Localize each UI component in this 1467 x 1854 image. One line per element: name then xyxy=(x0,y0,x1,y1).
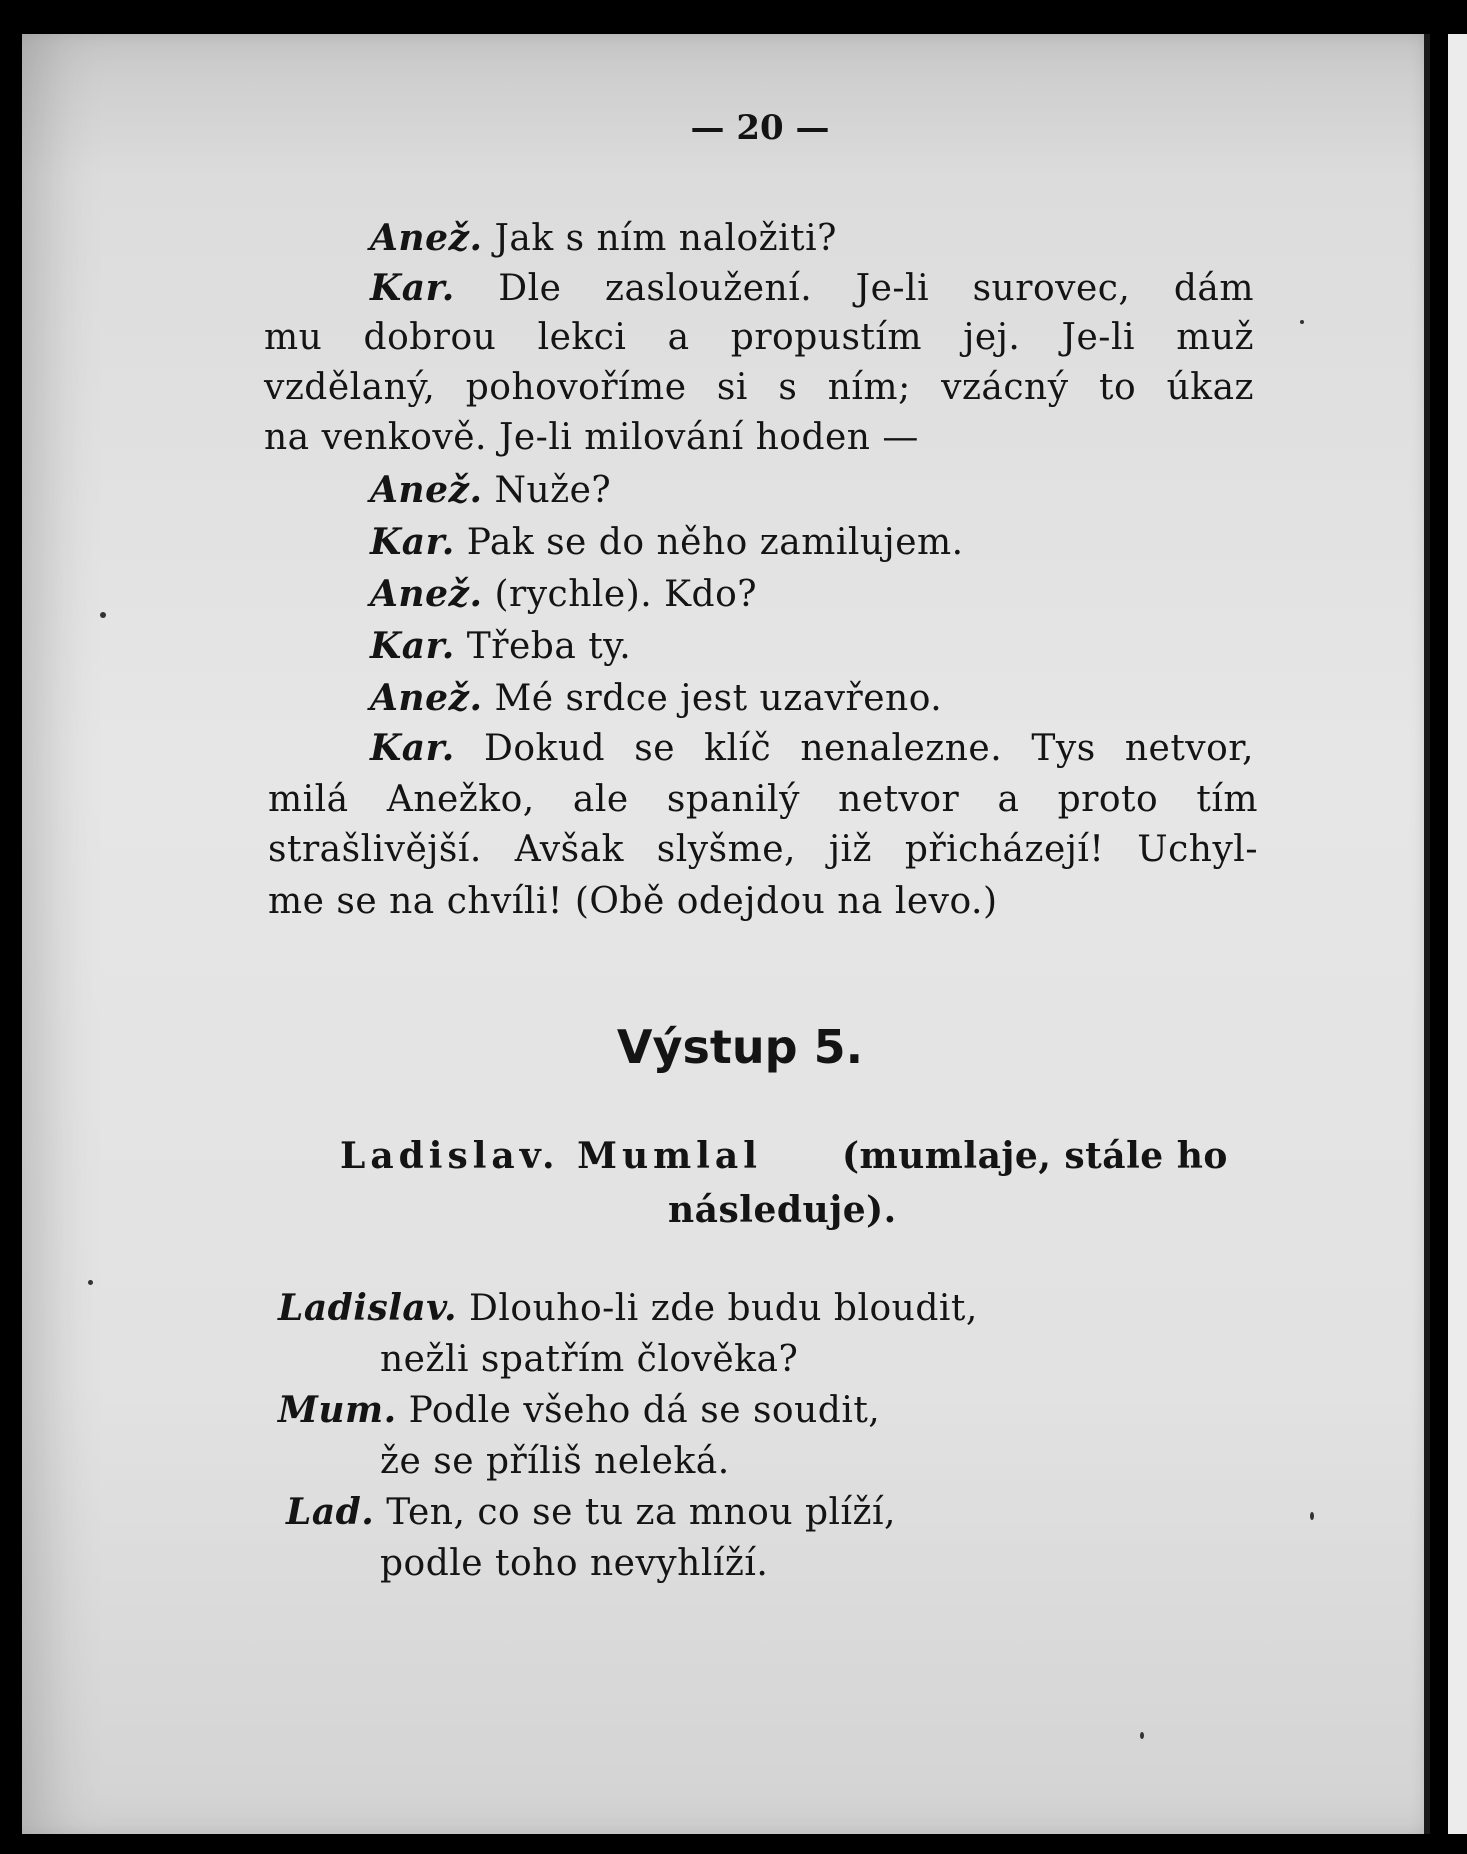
verse-line xyxy=(278,1286,978,1331)
dialogue-line xyxy=(264,316,1254,360)
speaker-label: Anež. xyxy=(370,677,483,719)
verse-line xyxy=(380,1338,798,1382)
cast-names xyxy=(340,1134,762,1178)
dialogue-line xyxy=(264,366,1254,410)
scan-speck xyxy=(1140,1732,1144,1739)
speaker-label: Ladislav. xyxy=(278,1287,458,1329)
dialogue-line xyxy=(370,266,1254,311)
line-text: vzdělaný, pohovoříme si s ním; vzácný to úkaz xyxy=(264,367,1254,408)
dialogue-line xyxy=(268,880,998,924)
line-text: Dokud se klíč nenalezne. Tys netvor, xyxy=(454,728,1254,769)
speaker-label: Anež. xyxy=(370,573,483,615)
speaker-label: Anež. xyxy=(370,469,483,511)
scene-heading: Výstup 5. xyxy=(616,1020,864,1074)
page-number: — 20 — xyxy=(690,108,830,148)
dialogue-line xyxy=(370,726,1254,771)
speaker-label: Kar. xyxy=(370,625,455,667)
scan-speck xyxy=(1310,1512,1314,1520)
dialogue-line xyxy=(264,416,919,460)
dialogue-line xyxy=(370,572,757,617)
line-text: na venkově. Je-li milování hoden — xyxy=(264,417,919,458)
speaker-label: Kar. xyxy=(370,521,455,563)
dialogue-line xyxy=(268,828,1258,872)
line-text: Třeba ty. xyxy=(454,626,632,667)
line-text: mu dobrou lekci a propustím jej. Je-li muž xyxy=(264,317,1254,358)
line-text: strašlivější. Avšak slyšme, již přicházejí! Uchyl- xyxy=(268,829,1258,870)
stage-direction: následuje). xyxy=(668,1189,897,1231)
next-page-edge xyxy=(1448,34,1467,1834)
line-text: (rychle). Kdo? xyxy=(482,574,758,615)
line-text: me se na chvíli! (Obě odejdou na levo.) xyxy=(268,881,998,922)
scan-speck xyxy=(100,612,106,618)
line-text: Mé srdce jest uzavřeno. xyxy=(482,678,943,719)
line-text: Jak s ním naložiti? xyxy=(482,218,837,259)
line-text: Ten, co se tu za mnou plíží, xyxy=(374,1492,896,1533)
line-text: že se příliš neleká. xyxy=(380,1441,730,1482)
verse-line xyxy=(380,1440,730,1484)
verse-line xyxy=(286,1490,896,1535)
verse-line xyxy=(380,1542,768,1586)
speaker-label: Mum. xyxy=(278,1389,397,1431)
line-text: Dlouho-li zde budu bloudit, xyxy=(457,1288,978,1329)
line-text: Dle zasloužení. Je-li surovec, dám xyxy=(454,268,1254,309)
line-text: nežli spatřím člověka? xyxy=(380,1339,799,1380)
scan-speck xyxy=(88,1280,93,1285)
line-text: milá Anežko, ale spanilý netvor a proto tím xyxy=(268,779,1258,820)
cast-names-text: Ladislav. Mumlal xyxy=(340,1135,762,1177)
scan-speck xyxy=(1300,320,1304,324)
dialogue-line xyxy=(370,520,964,565)
page-edge xyxy=(1424,34,1430,1834)
speaker-label: Lad. xyxy=(286,1491,375,1533)
line-text: Pak se do něho zamilujem. xyxy=(454,522,964,563)
dialogue-line xyxy=(370,676,942,721)
dialogue-line xyxy=(370,624,631,669)
dialogue-line xyxy=(268,778,1258,822)
line-text: Nuže? xyxy=(482,470,612,511)
line-text: podle toho nevyhlíží. xyxy=(380,1543,769,1584)
dialogue-line xyxy=(370,468,611,513)
dialogue-line xyxy=(370,216,837,261)
stage-direction: (mumlaje, stále ho xyxy=(842,1135,1228,1177)
line-text: Podle všeho dá se soudit, xyxy=(396,1390,881,1431)
speaker-label: Anež. xyxy=(370,217,483,259)
speaker-label: Kar. xyxy=(370,727,455,769)
speaker-label: Kar. xyxy=(370,267,455,309)
verse-line xyxy=(278,1388,880,1433)
